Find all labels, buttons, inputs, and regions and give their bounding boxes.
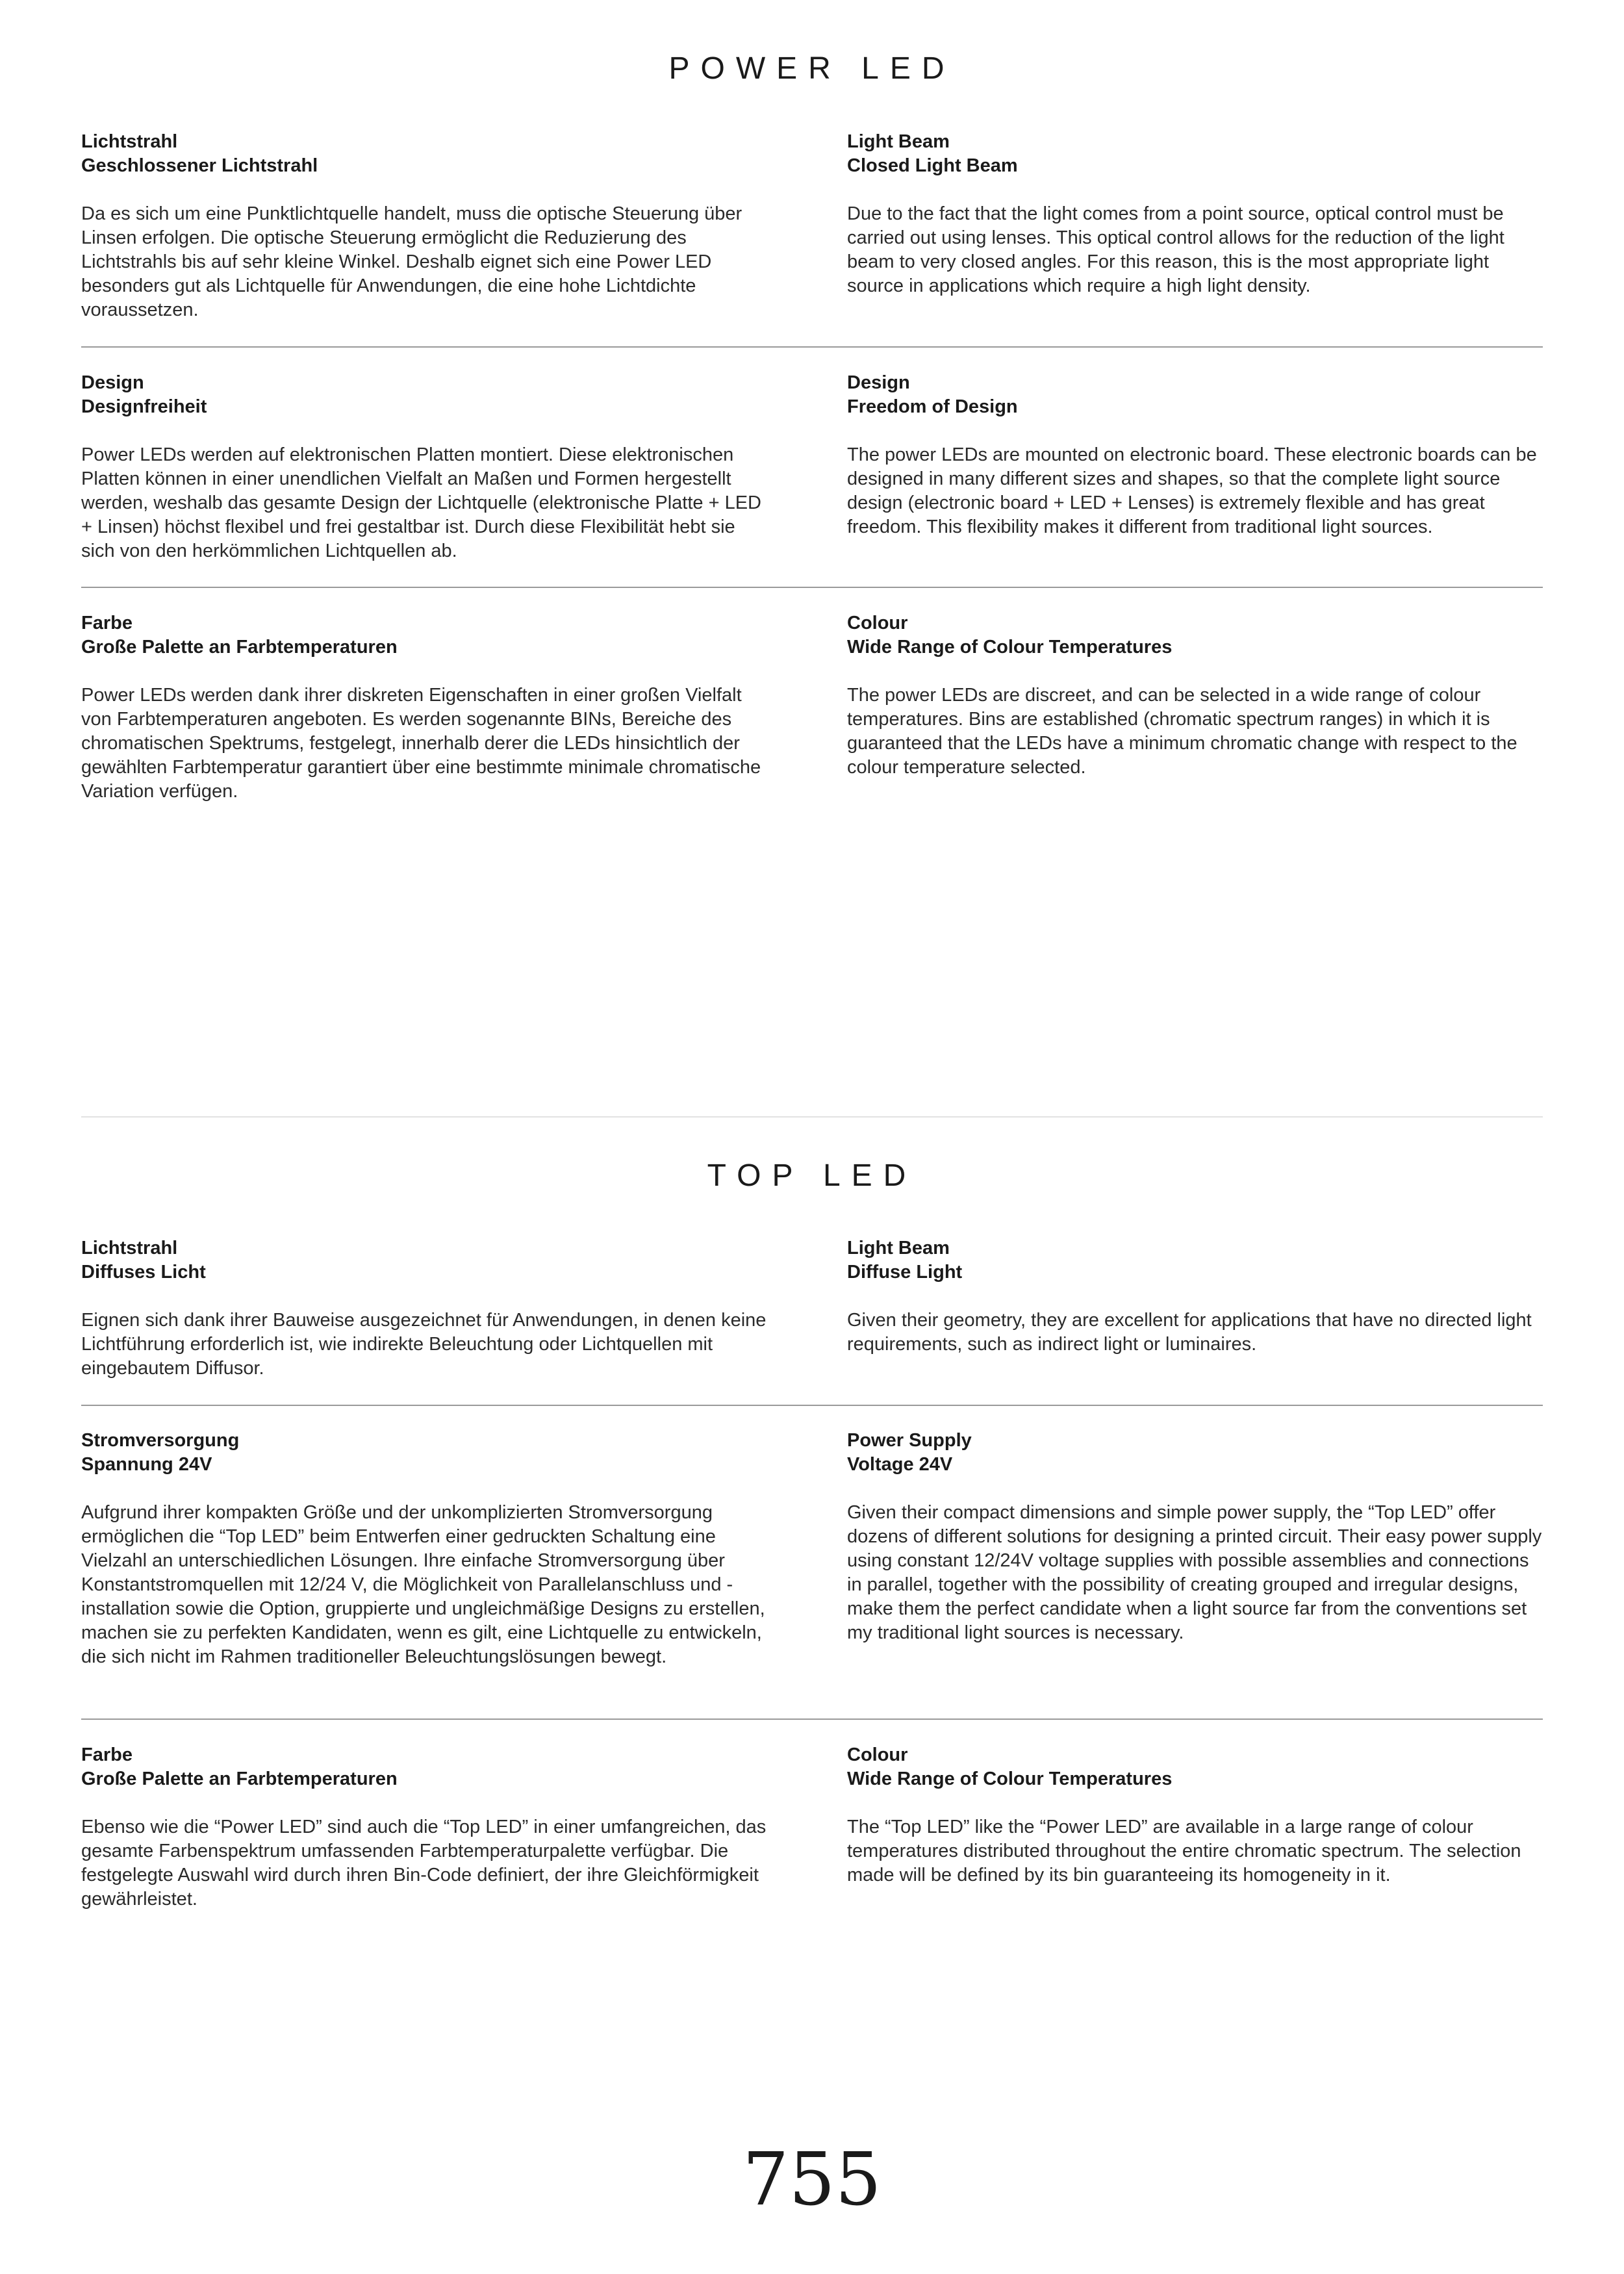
- column-german: [81, 1743, 770, 1911]
- column-german: [81, 130, 770, 322]
- row-subheading: Voltage 24V: [847, 1454, 953, 1475]
- row-body-text: Given their compact dimensions and simple power supply, the “Top LED” offer dozens of different solutions for designing a printed circuit. Their easy power supply using constant 12/24V voltage supplies with possible assemblies and connections in parallel, together with the possibility of creating grouped and irregular designs, make them the perfect candidate when a light source far from the conventions set my traditional light sources is necessary.: [847, 1502, 1542, 1643]
- row-subheading: Geschlossener Lichtstrahl: [81, 155, 318, 176]
- row-body-text: The “Top LED” like the “Power LED” are available in a large range of colour temperatures distributed throughout the entire chromatic spectrum. The selection made will be defined by its bin guaranteeing its homogeneity in it.: [847, 1817, 1521, 1885]
- row-body-text: Power LEDs werden dank ihrer diskreten Eigenschaften in einer großen Vielfalt von Farbtemperaturen angeboten. Es werden sogenannte BINs, Bereiche des chromatischen Spektrums, festgelegt, innerhalb derer die LEDs hinsichtlich der gewählten Farbtemperatur garantiert über eine bestimmte minimale chromatische Variation verfügen.: [81, 685, 761, 802]
- row-heading: Colour: [847, 613, 908, 633]
- column-german: [81, 611, 770, 804]
- column-english: [847, 611, 1543, 780]
- column-english: [847, 1429, 1543, 1645]
- row-body-text: Given their geometry, they are excellent for applications that have no directed light requirements, such as indirect light or luminaires.: [847, 1310, 1532, 1355]
- row-heading: Light Beam: [847, 131, 950, 152]
- row-heading: Lichtstrahl: [81, 131, 178, 152]
- row-subheading: Große Palette an Farbtemperaturen: [81, 637, 398, 658]
- row-divider: [81, 1405, 1543, 1406]
- row-body-text: The power LEDs are discreet, and can be selected in a wide range of colour temperatures. Bins are established (chromatic spectrum ranges) in which it is guaranteed that the LEDs have a minimum chromatic change with respect to the colour temperature selected.: [847, 685, 1517, 778]
- row-heading: Colour: [847, 1744, 908, 1765]
- page-number: 755: [742, 2138, 882, 2222]
- row-body-text: Eignen sich dank ihrer Bauweise ausgezeichnet für Anwendungen, in denen keine Lichtführung erforderlich ist, wie indirekte Beleuchtung oder Lichtquellen mit eingebautem Diffusor.: [81, 1310, 767, 1379]
- column-english: [847, 130, 1543, 298]
- row-divider: [81, 587, 1543, 588]
- row-body-text: The power LEDs are mounted on electronic board. These electronic boards can be designed in many different sizes and shapes, so that the complete light source design (electronic board + LED + Lenses) is extremely flexible and has great freedom. This flexibility makes it different from traditional light sources.: [847, 444, 1537, 537]
- row-heading: Design: [847, 372, 910, 393]
- row-subheading: Freedom of Design: [847, 396, 1018, 417]
- row-heading: Design: [81, 372, 144, 393]
- section-title-power-led: POWER LED: [668, 51, 956, 86]
- row-heading: Stromversorgung: [81, 1430, 240, 1451]
- section-divider: [81, 1116, 1543, 1118]
- row-heading: Farbe: [81, 613, 133, 633]
- column-german: [81, 1236, 770, 1381]
- row-body-text: Power LEDs werden auf elektronischen Platten montiert. Diese elektronischen Platten können in einer unendlichen Vielfalt an Maßen und Formen hergestellt werden, weshalb das gesamte Design der Lichtquelle (elektronische Platte + LED + Linsen) höchst flexibel und frei gestaltbar ist. Durch diese Flexibilität hebt sie sich von den herkömmlichen Lichtquellen ab.: [81, 444, 762, 561]
- row-body-text: Aufgrund ihrer kompakten Größe und der unkomplizierten Stromversorgung ermöglichen die “Top LED” beim Entwerfen einer gedruckten Schaltung eine Vielzahl an unterschiedlichen Lösungen. Ihre einfache Stromversorgung über Konstantstromquellen mit 12/24 V, die Möglichkeit von Parallelanschluss und -installation sowie die Option, gruppierte und ungleichmäßige Designs zu erstellen, machen sie zu perfekten Kandidaten, wenn es gilt, eine Lichtquelle zu entwickeln, die sich nicht im Rahmen traditioneller Beleuchtungslösungen bewegt.: [81, 1502, 765, 1667]
- section-title-top-led: TOP LED: [707, 1158, 917, 1193]
- row-divider: [81, 1718, 1543, 1720]
- row-subheading: Designfreiheit: [81, 396, 207, 417]
- row-heading: Lichtstrahl: [81, 1238, 178, 1258]
- column-english: [847, 371, 1543, 539]
- row-body-text: Da es sich um eine Punktlichtquelle handelt, muss die optische Steuerung über Linsen erfolgen. Die optische Steuerung ermöglicht die Reduzierung des Lichtstrahls bis auf sehr kleine Winkel. Deshalb eignet sich eine Power LED besonders gut als Lichtquelle für Anwendungen, die eine hohe Lichtdichte voraussetzen.: [81, 203, 742, 320]
- row-subheading: Diffuses Licht: [81, 1262, 206, 1283]
- row-subheading: Diffuse Light: [847, 1262, 963, 1283]
- row-heading: Light Beam: [847, 1238, 950, 1258]
- row-body-text: Ebenso wie die “Power LED” sind auch die “Top LED” in einer umfangreichen, das gesamte Farbenspektrum umfassenden Farbtemperaturpalette verfügbar. Die festgelegte Auswahl wird durch ihren Bin-Code definiert, der ihre Gleichförmigkeit gewährleistet.: [81, 1817, 767, 1910]
- column-english: [847, 1743, 1543, 1887]
- row-subheading: Wide Range of Colour Temperatures: [847, 1769, 1173, 1789]
- column-german: [81, 1429, 770, 1669]
- column-english: [847, 1236, 1543, 1357]
- row-subheading: Spannung 24V: [81, 1454, 212, 1475]
- row-subheading: Wide Range of Colour Temperatures: [847, 637, 1173, 658]
- row-body-text: Due to the fact that the light comes from a point source, optical control must be carried out using lenses. This optical control allows for the reduction of the light beam to very closed angles. For this reason, this is the most appropriate light source in applications which require a high light density.: [847, 203, 1504, 296]
- row-heading: Farbe: [81, 1744, 133, 1765]
- row-subheading: Closed Light Beam: [847, 155, 1018, 176]
- column-german: [81, 371, 770, 563]
- row-divider: [81, 346, 1543, 348]
- row-heading: Power Supply: [847, 1430, 972, 1451]
- row-subheading: Große Palette an Farbtemperaturen: [81, 1769, 398, 1789]
